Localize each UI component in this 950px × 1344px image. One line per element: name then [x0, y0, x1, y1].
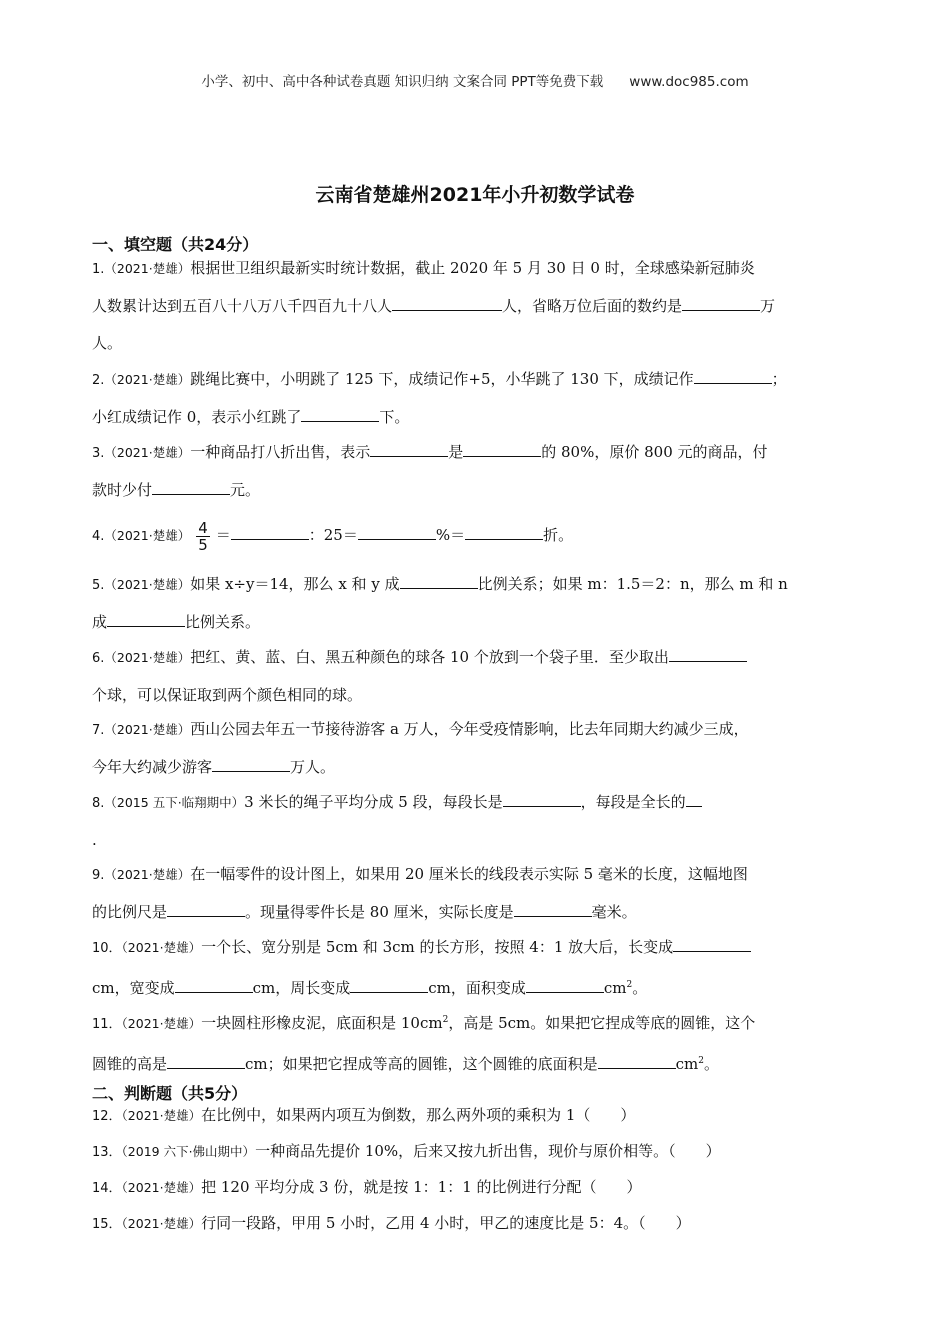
question-source: （2021·楚雄） [104, 577, 191, 592]
question-text: 的 80%，原价 800 元的商品，付 [541, 443, 768, 461]
answer-blank[interactable] [669, 644, 747, 662]
question-source: （2021·楚雄） [121, 1180, 202, 1195]
question-text[interactable]: 在比例中，如果两内项互为倒数，那么两外项的乘积为 1（ ） [201, 1106, 636, 1124]
question-text: 根据世卫组织最新实时统计数据，截止 2020 年 5 月 30 日 0 时，全球感染新冠肺炎 [190, 259, 755, 277]
answer-blank[interactable] [694, 366, 772, 384]
answer-blank[interactable] [301, 404, 379, 422]
answer-blank[interactable] [465, 522, 543, 540]
question-text: 是 [448, 443, 464, 461]
question-source: （2021·楚雄） [104, 445, 191, 460]
question-text: 小红成绩记作 0，表示小红跳了 [92, 408, 302, 426]
question-text: 万人。 [290, 758, 336, 776]
question-text[interactable]: 一种商品先提价 10%，后来又按九折出售，现价与原价相等。（ ） [255, 1142, 721, 1160]
question-source: （2015 五下·临翔期中） [104, 795, 245, 810]
question-text[interactable]: 把 120 平均分成 3 份，就是按 1：1：1 的比例进行分配（ ） [201, 1178, 642, 1196]
question-source: （2021·楚雄） [104, 867, 191, 882]
superscript: 2 [626, 980, 633, 990]
page-header [0, 70, 950, 90]
answer-blank[interactable] [370, 439, 448, 457]
question-text: ＝ [215, 526, 231, 544]
superscript: 2 [698, 1056, 705, 1066]
question-text: 今年大约减少游客 [92, 758, 213, 776]
question-source: （2021·楚雄） [104, 650, 191, 665]
question-number: 5. [92, 578, 105, 593]
question-text: 人，省略万位后面的数约是 [502, 297, 683, 315]
question-number: 1. [92, 262, 105, 277]
question-source: （2021·楚雄） [121, 1108, 202, 1123]
header-site-link[interactable]: www.doc985.com [629, 74, 749, 90]
question-13 [92, 1133, 862, 1171]
answer-blank[interactable] [175, 975, 253, 993]
question-5 [92, 566, 862, 641]
question-text: cm [675, 1055, 699, 1073]
question-text: 如果 x÷y＝14，那么 x 和 y 成 [190, 575, 400, 593]
answer-blank[interactable] [167, 899, 245, 917]
section-true-false: 二、判断题（共5分） [92, 1084, 248, 1103]
question-text: 。 [632, 979, 648, 997]
question-text: %＝ [435, 526, 466, 544]
answer-blank[interactable] [400, 571, 478, 589]
answer-blank[interactable] [231, 522, 309, 540]
question-text: 的比例尺是 [92, 903, 168, 921]
question-text: 一个长、宽分别是 5cm 和 3cm 的长方形，按照 4：1 放大后，长变成 [201, 938, 674, 956]
fraction-four-fifths [196, 520, 210, 553]
superscript: 2 [442, 1015, 449, 1025]
answer-blank[interactable] [152, 477, 230, 495]
question-text: 把红、黄、蓝、白、黑五种颜色的球各 10 个放到一个袋子里．至少取出 [190, 648, 669, 666]
question-text: ，高是 5cm。如果把它捏成等底的圆锥，这个 [448, 1014, 756, 1032]
answer-blank[interactable] [526, 975, 604, 993]
question-text: 元。 [230, 481, 261, 499]
question-text: 款时少付 [92, 481, 153, 499]
question-source: （2021·楚雄） [121, 940, 202, 955]
question-text: 在一幅零件的设计图上，如果用 20 厘米长的线段表示实际 5 毫米的长度，这幅地图 [190, 865, 748, 883]
question-number: 13． [92, 1145, 122, 1160]
question-text: 3 米长的绳子平均分成 5 段，每段长是 [244, 793, 503, 811]
question-text: cm，周长变成 [252, 979, 351, 997]
question-text: 下。 [379, 408, 410, 426]
question-6 [92, 639, 862, 714]
answer-blank[interactable] [350, 975, 428, 993]
question-source: （2021·楚雄） [104, 372, 191, 387]
question-text: cm；如果把它捏成等高的圆锥，这个圆锥的底面积是 [245, 1055, 598, 1073]
question-text: 跳绳比赛中，小明跳了 125 下，成绩记作+5，小华跳了 130 下，成绩记作 [190, 370, 694, 388]
question-text: 一种商品打八折出售，表示 [190, 443, 371, 461]
answer-blank[interactable] [358, 522, 436, 540]
question-text: 一块圆柱形橡皮泥，底面积是 10cm [201, 1014, 443, 1032]
question-2 [92, 361, 862, 436]
question-number: 6. [92, 651, 105, 666]
question-text[interactable]: 行同一段路，甲用 5 小时，乙用 4 小时，甲乙的速度比是 5：4。（ ） [201, 1214, 691, 1232]
question-4 [92, 510, 862, 562]
question-text: 个球，可以保证取到两个颜色相同的球。 [92, 686, 363, 704]
answer-blank[interactable] [514, 899, 592, 917]
question-source: （2021·楚雄） [121, 1016, 202, 1031]
question-14 [92, 1169, 862, 1207]
question-9 [92, 856, 862, 931]
question-number: 4. [92, 529, 105, 544]
question-1 [92, 250, 862, 362]
question-text: 人数累计达到五百八十八万八千四百九十八人 [92, 297, 393, 315]
question-text: 。现量得零件长是 80 厘米，实际长度是 [245, 903, 514, 921]
header-text: 小学、初中、高中各种试卷真题 知识归纳 文案合同 PPT等免费下载 [201, 74, 604, 90]
fraction-numerator: 4 [198, 518, 208, 537]
question-number: 15． [92, 1217, 122, 1232]
page-title: 云南省楚雄州2021年小升初数学试卷 [315, 184, 635, 206]
question-text: cm，宽变成 [92, 979, 175, 997]
question-15 [92, 1205, 862, 1243]
answer-blank[interactable] [682, 293, 760, 311]
question-source: （2021·楚雄） [121, 1216, 202, 1231]
question-number: 2. [92, 373, 105, 388]
question-text: cm，面积变成 [428, 979, 526, 997]
question-11 [92, 1002, 862, 1083]
question-source: （2021·楚雄） [104, 722, 191, 737]
question-number: 8. [92, 796, 105, 811]
question-text: cm [603, 979, 627, 997]
section-fill-blank: 一、填空题（共24分） [92, 235, 259, 254]
question-source: （2021·楚雄） [104, 261, 191, 276]
question-3 [92, 434, 862, 509]
answer-blank[interactable] [503, 789, 581, 807]
question-text: 比例关系。 [185, 613, 261, 631]
question-number: 7. [92, 723, 105, 738]
question-number: 10． [92, 941, 122, 956]
answer-blank[interactable] [598, 1051, 676, 1069]
question-text: 成 [92, 613, 108, 631]
question-text: 。 [704, 1055, 720, 1073]
question-text: ：25＝ [308, 526, 358, 544]
answer-blank[interactable] [167, 1051, 245, 1069]
question-text: 毫米。 [591, 903, 637, 921]
question-text: 折。 [543, 526, 574, 544]
fraction-denominator: 5 [198, 535, 208, 554]
question-number: 11． [92, 1017, 122, 1032]
question-source: （2019 六下·佛山期中） [121, 1144, 256, 1159]
answer-blank[interactable] [463, 439, 541, 457]
question-text: 圆锥的高是 [92, 1055, 168, 1073]
question-text: ； [771, 370, 787, 388]
question-12 [92, 1097, 862, 1135]
answer-blank[interactable] [673, 934, 751, 952]
question-text: 比例关系；如果 m：1.5＝2：n，那么 m 和 n [477, 575, 788, 593]
question-text: 西山公园去年五一节接待游客 a 万人，今年受疫情影响，比去年同期大约减少三成， [190, 720, 749, 738]
question-8 [92, 784, 862, 859]
question-number: 14． [92, 1181, 122, 1196]
answer-blank[interactable] [212, 754, 290, 772]
question-text: 人。 [92, 334, 123, 352]
question-text: 万 [760, 297, 776, 315]
question-text: . [92, 831, 97, 849]
answer-blank[interactable] [107, 609, 185, 627]
question-number: 9. [92, 868, 105, 883]
answer-blank[interactable] [686, 789, 702, 807]
question-10 [92, 929, 862, 1007]
question-text: ，每段是全长的 [580, 793, 686, 811]
question-7 [92, 711, 862, 786]
question-source: （2021·楚雄） [104, 528, 191, 543]
question-number: 12． [92, 1109, 122, 1124]
question-number: 3. [92, 446, 105, 461]
answer-blank[interactable] [392, 293, 502, 311]
